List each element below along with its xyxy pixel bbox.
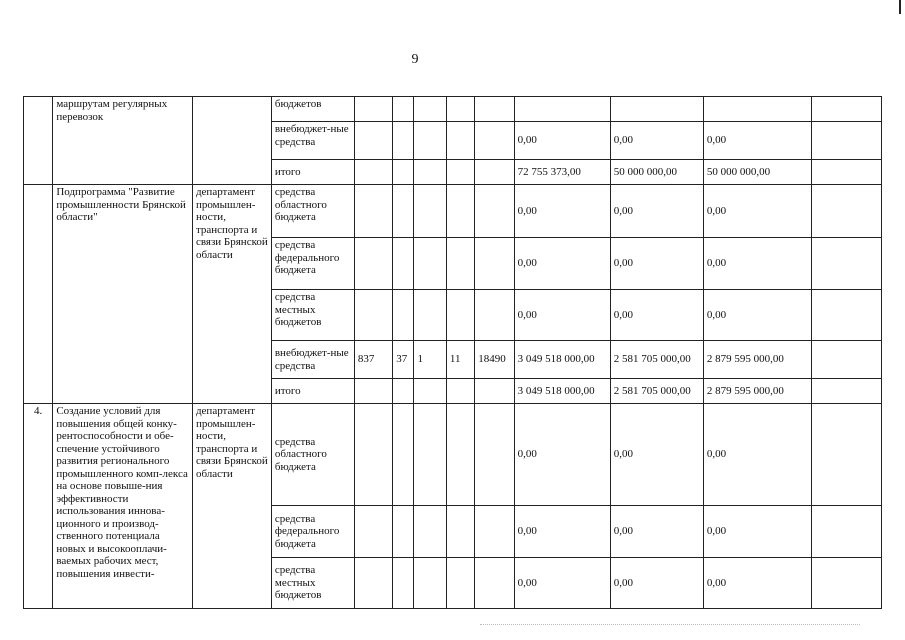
funding-source: бюджетов bbox=[271, 97, 354, 122]
scan-edge-mark bbox=[899, 0, 901, 14]
code-item bbox=[475, 185, 514, 238]
code-grbs bbox=[354, 238, 392, 290]
code-target bbox=[446, 122, 474, 160]
amount-year-2: 2 581 705 000,00 bbox=[610, 379, 703, 404]
code-grbs bbox=[354, 290, 392, 341]
funding-source: внебюджет-ные средства bbox=[271, 341, 354, 379]
row-number bbox=[24, 185, 53, 404]
extra-cell bbox=[812, 97, 882, 122]
code-item bbox=[475, 558, 514, 609]
amount-year-3: 0,00 bbox=[703, 506, 811, 558]
amount-year-1: 0,00 bbox=[514, 238, 610, 290]
extra-cell bbox=[812, 341, 882, 379]
code-grbs: 837 bbox=[354, 341, 392, 379]
amount-year-3: 0,00 bbox=[703, 185, 811, 238]
amount-year-3: 0,00 bbox=[703, 122, 811, 160]
row-number: 4. bbox=[24, 404, 53, 609]
table-body bbox=[24, 97, 882, 609]
code-grbs bbox=[354, 558, 392, 609]
extra-cell bbox=[812, 404, 882, 506]
table-row bbox=[24, 97, 882, 122]
funding-source: итого bbox=[271, 379, 354, 404]
code-section bbox=[393, 185, 414, 238]
extra-cell bbox=[812, 506, 882, 558]
code-grbs bbox=[354, 185, 392, 238]
amount-year-1: 0,00 bbox=[514, 404, 610, 506]
code-section bbox=[393, 238, 414, 290]
code-item bbox=[475, 404, 514, 506]
code-target bbox=[446, 404, 474, 506]
funding-source: средства местных бюджетов bbox=[271, 558, 354, 609]
amount-year-1: 0,00 bbox=[514, 122, 610, 160]
extra-cell bbox=[812, 558, 882, 609]
code-target bbox=[446, 185, 474, 238]
amount-year-3: 2 879 595 000,00 bbox=[703, 379, 811, 404]
amount-year-3 bbox=[703, 97, 811, 122]
amount-year-2: 0,00 bbox=[610, 506, 703, 558]
amount-year-2: 50 000 000,00 bbox=[610, 160, 703, 185]
code-target bbox=[446, 506, 474, 558]
amount-year-2: 0,00 bbox=[610, 404, 703, 506]
code-section bbox=[393, 160, 414, 185]
amount-year-2: 0,00 bbox=[610, 558, 703, 609]
code-item: 18490 bbox=[475, 341, 514, 379]
code-grbs bbox=[354, 97, 392, 122]
executor: департамент промышлен-ности, транспорта и связи Брянской области bbox=[192, 404, 271, 609]
table-row bbox=[24, 404, 882, 506]
code-subsection bbox=[414, 97, 446, 122]
code-target bbox=[446, 558, 474, 609]
code-target bbox=[446, 290, 474, 341]
code-section bbox=[393, 122, 414, 160]
measure-name: Подпрограмма "Развитие промышленности Брянской области" bbox=[53, 185, 193, 404]
code-section bbox=[393, 290, 414, 341]
code-target bbox=[446, 97, 474, 122]
measure-name: маршрутам регулярных перевозок bbox=[53, 97, 193, 185]
funding-source: внебюджет-ные средства bbox=[271, 122, 354, 160]
amount-year-1: 0,00 bbox=[514, 290, 610, 341]
extra-cell bbox=[812, 379, 882, 404]
code-subsection bbox=[414, 122, 446, 160]
amount-year-3: 0,00 bbox=[703, 290, 811, 341]
code-subsection bbox=[414, 379, 446, 404]
extra-cell bbox=[812, 122, 882, 160]
amount-year-3: 2 879 595 000,00 bbox=[703, 341, 811, 379]
code-item bbox=[475, 506, 514, 558]
code-subsection bbox=[414, 290, 446, 341]
executor: департамент промышлен-ности, транспорта и связи Брянской области bbox=[192, 185, 271, 404]
amount-year-3: 0,00 bbox=[703, 558, 811, 609]
code-subsection bbox=[414, 558, 446, 609]
extra-cell bbox=[812, 185, 882, 238]
amount-year-2: 0,00 bbox=[610, 185, 703, 238]
code-grbs bbox=[354, 506, 392, 558]
amount-year-1: 0,00 bbox=[514, 506, 610, 558]
amount-year-3: 0,00 bbox=[703, 238, 811, 290]
amount-year-3: 50 000 000,00 bbox=[703, 160, 811, 185]
budget-table bbox=[23, 96, 882, 609]
extra-cell bbox=[812, 290, 882, 341]
amount-year-2: 0,00 bbox=[610, 122, 703, 160]
code-item bbox=[475, 122, 514, 160]
code-target bbox=[446, 238, 474, 290]
code-grbs bbox=[354, 122, 392, 160]
extra-cell bbox=[812, 238, 882, 290]
code-grbs bbox=[354, 379, 392, 404]
extra-cell bbox=[812, 160, 882, 185]
amount-year-1: 3 049 518 000,00 bbox=[514, 379, 610, 404]
page-number: 9 bbox=[411, 52, 419, 67]
code-section bbox=[393, 97, 414, 122]
code-target bbox=[446, 160, 474, 185]
amount-year-3: 0,00 bbox=[703, 404, 811, 506]
code-grbs bbox=[354, 160, 392, 185]
code-target bbox=[446, 379, 474, 404]
amount-year-1: 72 755 373,00 bbox=[514, 160, 610, 185]
code-section bbox=[393, 558, 414, 609]
scan-noise-line bbox=[480, 624, 860, 626]
code-target: 11 bbox=[446, 341, 474, 379]
code-item bbox=[475, 97, 514, 122]
code-item bbox=[475, 160, 514, 185]
code-subsection bbox=[414, 506, 446, 558]
funding-source: средства федерального бюджета bbox=[271, 238, 354, 290]
funding-source: средства областного бюджета bbox=[271, 404, 354, 506]
code-item bbox=[475, 290, 514, 341]
code-grbs bbox=[354, 404, 392, 506]
funding-source: итого bbox=[271, 160, 354, 185]
code-item bbox=[475, 238, 514, 290]
code-section: 37 bbox=[393, 341, 414, 379]
amount-year-1: 0,00 bbox=[514, 558, 610, 609]
amount-year-2: 0,00 bbox=[610, 238, 703, 290]
funding-source: средства областного бюджета bbox=[271, 185, 354, 238]
funding-source: средства федерального бюджета bbox=[271, 506, 354, 558]
amount-year-1: 3 049 518 000,00 bbox=[514, 341, 610, 379]
amount-year-1: 0,00 bbox=[514, 185, 610, 238]
code-subsection bbox=[414, 185, 446, 238]
row-number bbox=[24, 97, 53, 185]
amount-year-2 bbox=[610, 97, 703, 122]
code-subsection: 1 bbox=[414, 341, 446, 379]
measure-name: Создание условий для повышения общей конку-рентоспособности и обе-спечение устойчивого развития регионального промышленного комп-лекса на основе повыше-ния эффективности использования иннова-ционного и производ-ственного потенциала новых и высокооплачи-ваемых рабочих мест, повышения инвести- bbox=[53, 404, 193, 609]
code-subsection bbox=[414, 404, 446, 506]
funding-source: средства местных бюджетов bbox=[271, 290, 354, 341]
table-row bbox=[24, 185, 882, 238]
code-item bbox=[475, 379, 514, 404]
amount-year-1 bbox=[514, 97, 610, 122]
code-section bbox=[393, 379, 414, 404]
amount-year-2: 0,00 bbox=[610, 290, 703, 341]
executor bbox=[192, 97, 271, 185]
code-section bbox=[393, 506, 414, 558]
code-subsection bbox=[414, 160, 446, 185]
amount-year-2: 2 581 705 000,00 bbox=[610, 341, 703, 379]
code-section bbox=[393, 404, 414, 506]
code-subsection bbox=[414, 238, 446, 290]
